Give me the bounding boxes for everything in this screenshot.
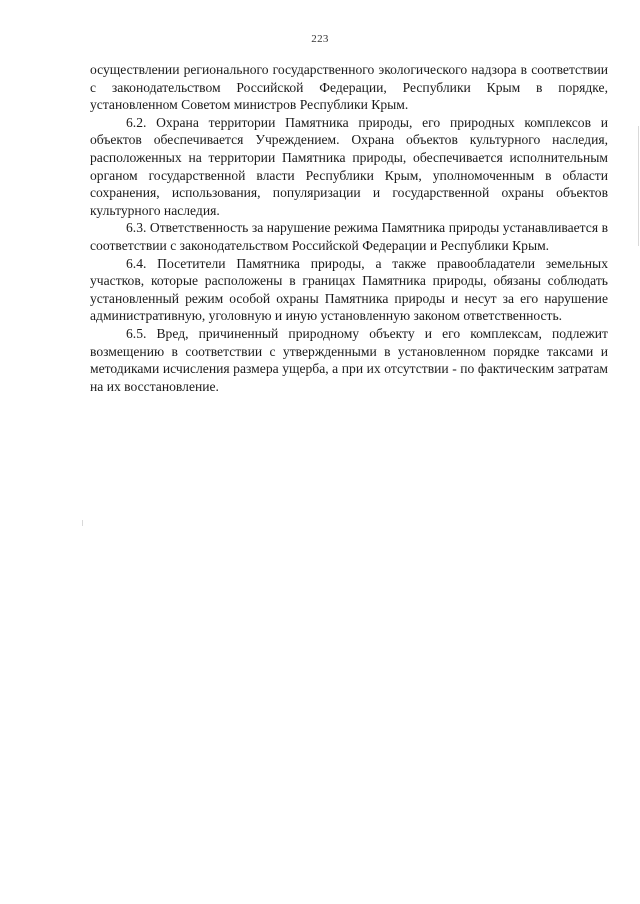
paragraph-6-5: 6.5. Вред, причиненный природному объекту и его комплексам, подлежит возмещению в соответствии с утвержденными в установленном порядке таксами и методиками исчисления размера ущерба, а при их отсутствии - по фактическим затратам на их восстановление. xyxy=(90,325,608,394)
paragraph-6-1-continuation: осуществлении регионального государственного экологического надзора в соответствии с законодательством Российской Федерации, Республики Крым в порядке, установленном Советом министров Республики Крым. xyxy=(90,62,608,113)
document-body xyxy=(90,61,608,395)
paragraph-6-3: 6.3. Ответственность за нарушение режима Памятника природы устанавливается в соответствии с законодательством Российской Федерации и Республики Крым. xyxy=(90,220,608,253)
paragraph-6-2: 6.2. Охрана территории Памятника природы, его природных комплексов и объектов обеспечивается Учреждением. Охрана объектов культурного наследия, расположенных на территории Памятника природы, обеспечивается исполнительным органом государственной власти Республики Крым, уполномоченным в области сохранения, использования, популяризации и государственной охраны объектов культурного наследия. xyxy=(90,114,608,218)
scan-speck xyxy=(82,520,83,526)
scan-edge-mark xyxy=(638,126,639,246)
page-number: 223 xyxy=(311,33,329,45)
paragraph-6-4: 6.4. Посетители Памятника природы, а также правообладатели земельных участков, которые расположены в границах Памятника природы, обязаны соблюдать установленный режим особой охраны Памятника природы и несут за его нарушение административную, уголовную и иную установленную законом ответственность. xyxy=(90,255,608,324)
